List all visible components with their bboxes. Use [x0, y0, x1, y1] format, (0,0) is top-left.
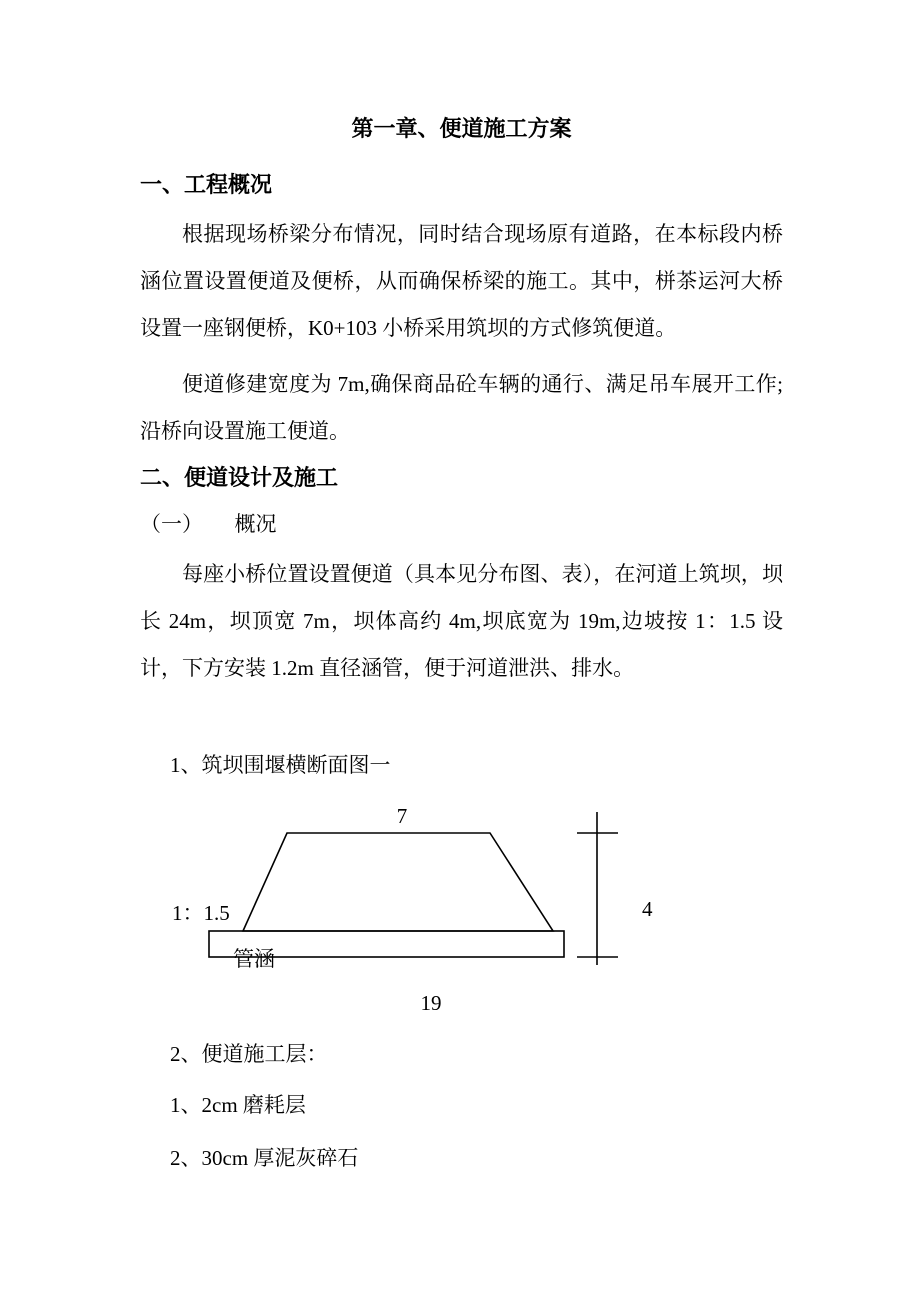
- section1-paragraph-2: 便道修建宽度为 7m,确保商品砼车辆的通行、满足吊车展开工作;沿桥向设置施工便道。: [140, 372, 783, 443]
- figure-caption: 1、筑坝围堰横断面图一: [170, 753, 391, 777]
- bottom-width-label: 19: [420, 991, 442, 1015]
- slope-ratio-label: 1：1.5: [172, 901, 230, 925]
- section2-paragraph-1: 每座小桥位置设置便道（具本见分布图、表），在河道上筑坝，坝长 24m，坝顶宽 7m，坝体高约 4m,坝底宽为 19m,边坡按 1：1.5 设计，下方安装 1.2m 直径涵管，便于河道泄洪、排水。: [140, 562, 783, 680]
- dam-trapezoid-shape: [243, 833, 553, 931]
- layers-heading: 2、便道施工层：: [170, 1042, 328, 1066]
- doc-title: 第一章、便道施工方案: [351, 116, 572, 141]
- top-width-label: 7: [396, 804, 408, 828]
- section2-subheading: （一） 概况: [140, 512, 277, 536]
- height-label: 4: [642, 897, 653, 921]
- section1-heading: 一、工程概况: [140, 172, 273, 197]
- section2-heading: 二、便道设计及施工: [140, 465, 339, 490]
- section1-paragraph-1: 根据现场桥梁分布情况，同时结合现场原有道路，在本标段内桥涵位置设置便道及便桥，从而确保桥梁的施工。其中，栟茶运河大桥设置一座钢便桥，K0+103 小桥采用筑坝的方式修筑便道。: [140, 222, 783, 340]
- dam-cross-section-diagram: [140, 795, 783, 1020]
- layer-item-2: 2、30cm 厚泥灰碎石: [170, 1146, 359, 1170]
- dam-cross-section-svg: [140, 795, 790, 1020]
- layer-item-1: 1、2cm 磨耗层: [170, 1093, 306, 1117]
- culvert-label: 管涵: [233, 947, 275, 971]
